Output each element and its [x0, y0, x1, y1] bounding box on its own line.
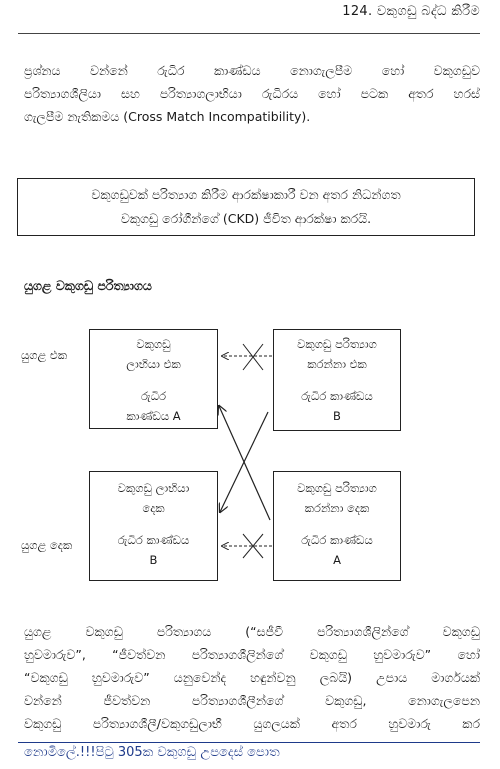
recipient-one-box	[89, 329, 218, 429]
box-text: වකුගඩු පරිත්‍යාග	[297, 481, 377, 495]
box-text: B	[333, 409, 341, 423]
box-text: ලාභියා එක	[126, 357, 181, 371]
box-text: කරන්නා දෙක	[304, 501, 370, 515]
exchange-arrow-to-recipient-two	[220, 412, 268, 512]
box-text: A	[333, 553, 341, 567]
pair-one-label: යුගළ එක	[21, 348, 68, 362]
box-text: රුධිර කාණ්ඩය	[117, 533, 190, 547]
box-text: වකුගඩු	[136, 337, 171, 351]
box-text: B	[149, 553, 158, 567]
footer-promo: නොමිලේ.!!!පිටු 305ක වකුගඩු උපදෙස් පොත	[24, 745, 280, 760]
box-text: රුධිර කාණ්ඩය	[301, 389, 373, 403]
pair-two-label: යුගළ දෙක	[21, 538, 73, 552]
intro-line: ප්‍රශ්නය වන්නේ රුධිර කාණ්ඩය නොගැලපීම හෝ වකුගඩුව	[24, 63, 480, 78]
intro-line: ගැලපීම නැතිකමය (Cross Match Incompatibility).	[24, 109, 311, 124]
intro-line: පරිත්‍යාගශීලියා සහ පරිත්‍යාගලාභියා රුධිරය හෝ පටක අතර හරස්	[24, 86, 480, 101]
section-title: යුගළ වකුගඩු පරිත්‍යාගය	[24, 278, 152, 293]
donor-two-box	[273, 471, 401, 581]
box-text: කාණ්ඩය A	[126, 409, 181, 423]
closing-paragraph	[24, 620, 480, 735]
closing-line: වන්නේ ජීවත්වන පරිත්‍යාගශීලීන්ගේ වකුගඩු, නොගැලපෙන	[24, 693, 480, 708]
closing-line: “වකුගඩු හුවමාරුව” යනුවෙන්ද හඳුන්වනු ලබයි) උපාය මාර්ගයක්	[24, 670, 480, 685]
box-text: දෙක	[142, 501, 165, 515]
box-text: වකුගඩු ලාභියා	[117, 481, 190, 495]
box-text: රුධිර කාණ්ඩය	[301, 533, 373, 547]
callout-line: වකුගඩුවක් පරිත්‍යාග කිරීම ආරක්ෂාකාරී වන අතර නිධන්ගත	[91, 187, 401, 202]
box-text: රුධිර	[140, 389, 167, 403]
box-text: කරන්නා එක	[307, 357, 367, 371]
footer-divider	[18, 742, 480, 743]
closing-line: වකුගඩු පරිත්‍යාගශීලී/වකුගඩුලාභී යුගලයක් අතර හුවමාරු කර	[24, 716, 480, 731]
recipient-two-box	[89, 471, 218, 581]
closing-line: යුගළ වකුගඩු පරිත්‍යාගය (“සජීවී පරිත්‍යාගශීලින්ගේ වකුගඩු	[24, 624, 480, 639]
callout-line: වකුගඩු රෝගීන්ගේ (CKD) ජීවිත ආරක්ෂා කරයි.	[120, 211, 372, 226]
donor-one-box	[273, 329, 401, 431]
closing-line: හුවමාරුව”, “ජීවත්වන පරිත්‍යාගශීලින්ගේ වකුගඩු හුවමාරුව” හෝ	[24, 647, 480, 662]
page-header: 124. වකුගඩු බද්ධ කිරීම	[342, 4, 480, 19]
box-text: වකුගඩු පරිත්‍යාග	[297, 337, 377, 351]
